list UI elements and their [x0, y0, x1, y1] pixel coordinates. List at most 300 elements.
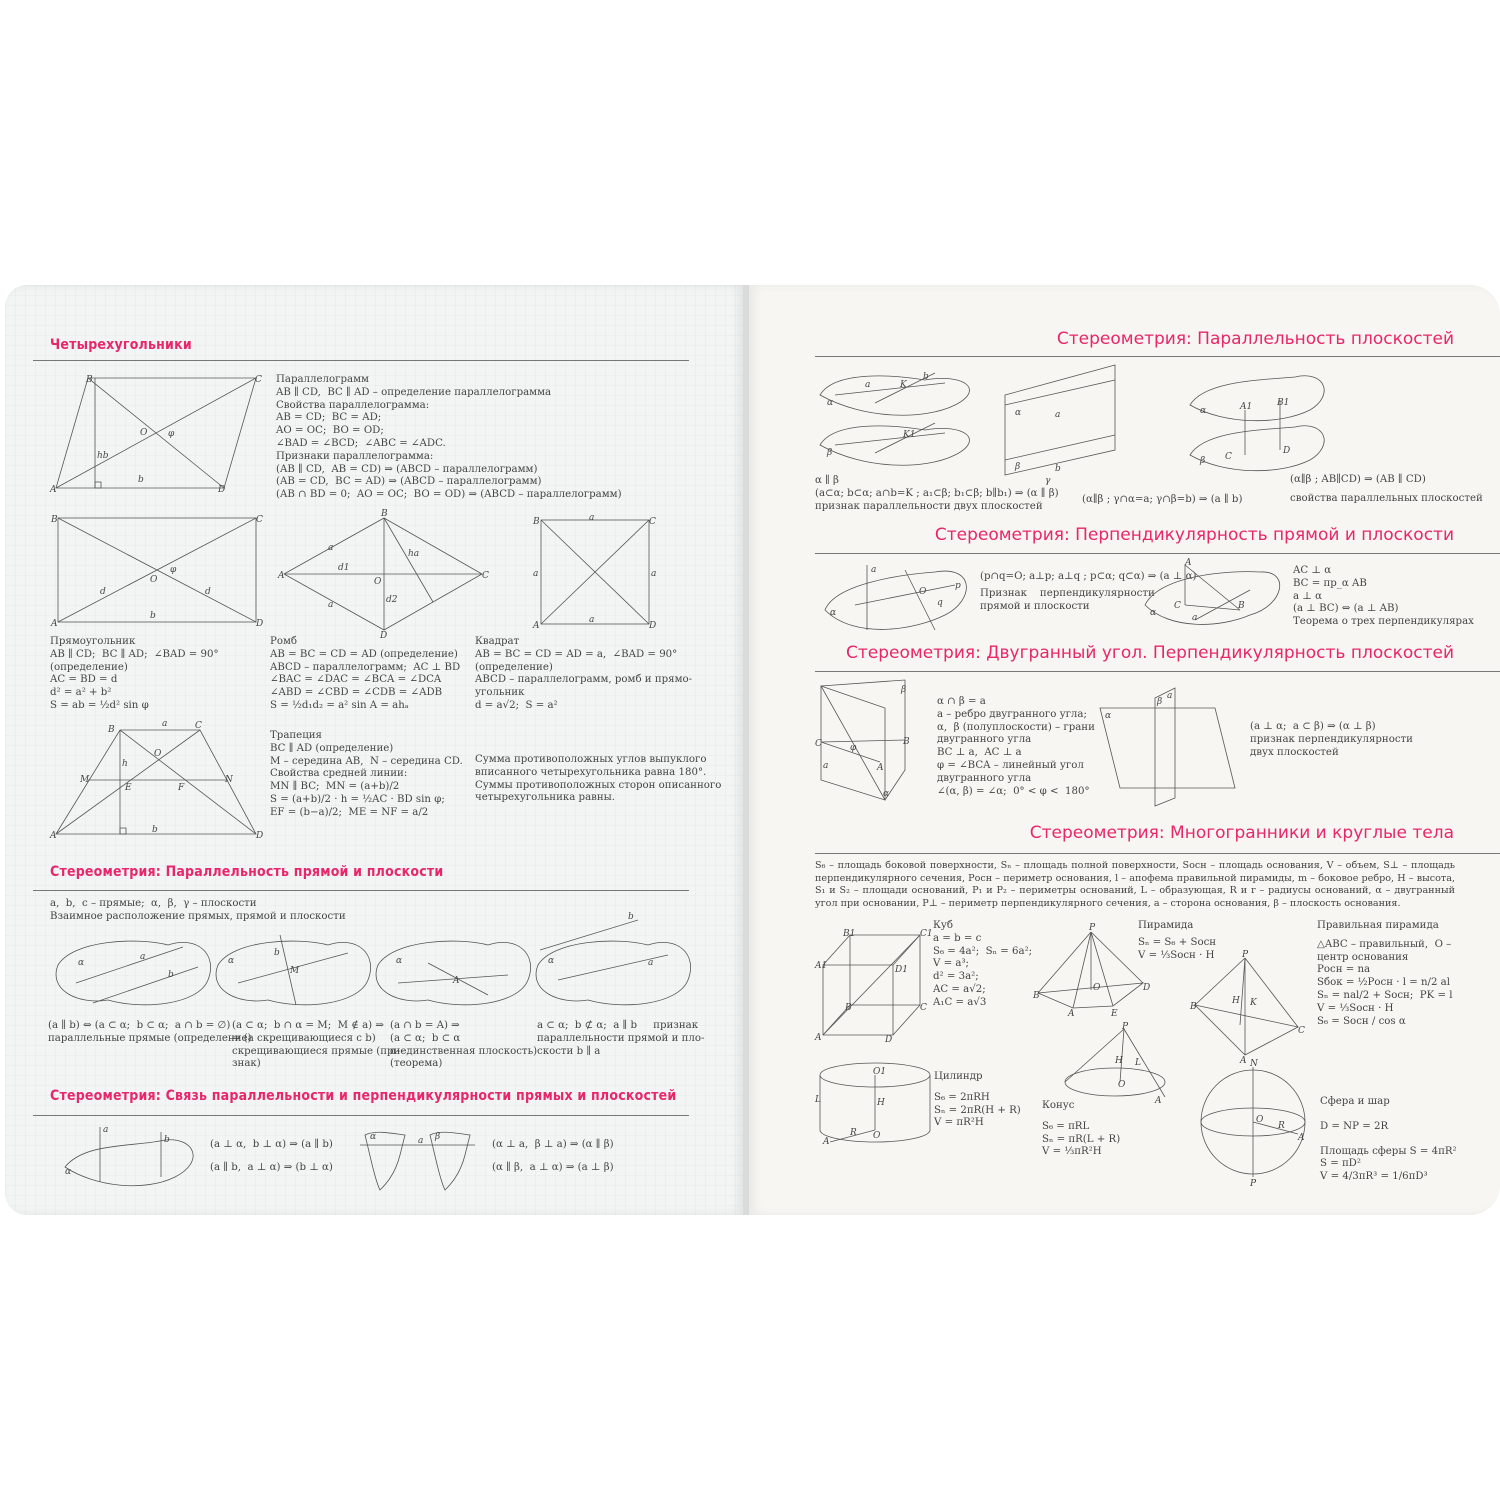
- svg-text:H: H: [1232, 996, 1240, 1006]
- svg-text:O: O: [1093, 983, 1101, 993]
- inscribed-quadrilateral-text: [475, 754, 721, 805]
- svg-text:b: b: [152, 825, 158, 835]
- svg-text:A1: A1: [815, 961, 828, 971]
- svg-text:a: a: [418, 1136, 424, 1146]
- svg-text:R: R: [850, 1128, 857, 1138]
- svg-text:d1: d1: [338, 563, 350, 573]
- text-line: параллельные прямые (определение): [48, 1032, 252, 1044]
- svg-text:d: d: [100, 587, 106, 597]
- text-line: BC = пр_α AB: [1293, 577, 1367, 589]
- text-line: знак): [232, 1058, 261, 1070]
- text-line: (определение): [50, 661, 128, 673]
- svg-text:b: b: [628, 912, 634, 922]
- sphere-text: [1320, 1096, 1457, 1184]
- text-line: ABCD – параллелограмм; AC ⊥ BD: [270, 661, 461, 673]
- svg-text:a: a: [651, 569, 657, 579]
- svg-text:B1: B1: [843, 929, 856, 939]
- text-line: φ = ∠BCA – линейный угол: [937, 759, 1084, 771]
- svg-text:P: P: [1242, 950, 1249, 960]
- cone-figure: [1060, 1022, 1170, 1107]
- svg-text:a: a: [648, 958, 654, 968]
- perpendicular-planes-figure: [1095, 688, 1235, 806]
- regular-pyramid-figure: [1190, 950, 1305, 1066]
- text-line: V = a³;: [933, 958, 969, 970]
- parallel-caption-4: [537, 1020, 704, 1058]
- svg-text:E: E: [125, 783, 132, 793]
- svg-text:O: O: [1256, 1115, 1264, 1125]
- svg-text:A: A: [1068, 1009, 1075, 1019]
- text-line: скрещивающиеся прямые (при-: [232, 1045, 404, 1057]
- svg-text:α: α: [1015, 408, 1022, 418]
- svg-text:a: a: [162, 719, 168, 729]
- svg-text:A: A: [823, 1137, 830, 1147]
- text-line: признак параллельности двух плоскостей: [815, 500, 1043, 512]
- svg-text:K: K: [1250, 998, 1257, 1008]
- svg-text:B: B: [381, 509, 388, 519]
- text-line: AB ∥ CD, BC ∥ AD – определение параллелограмма: [276, 386, 552, 398]
- text-line: EF = (b−a)/2; ME = NF = a/2: [270, 806, 429, 818]
- svg-text:C: C: [482, 571, 489, 581]
- svg-text:C: C: [1225, 452, 1232, 462]
- trapezoid-figure: [50, 719, 265, 842]
- svg-text:b: b: [274, 948, 280, 958]
- svg-text:β: β: [435, 1132, 441, 1142]
- svg-text:B: B: [903, 737, 910, 747]
- svg-text:O: O: [919, 587, 927, 597]
- text-line: параллельности прямой и пло-: [537, 1032, 705, 1044]
- svg-text:D1: D1: [895, 965, 908, 975]
- svg-text:a: a: [328, 543, 334, 553]
- text-line: ∠BAC = ∠DAC = ∠BCA = ∠DCA: [270, 674, 442, 686]
- text-line: (a ⊥ α, b ⊥ α) ⇒ (a ∥ b): [210, 1139, 333, 1150]
- svg-text:H: H: [1115, 1056, 1123, 1066]
- svg-text:α: α: [65, 1167, 72, 1177]
- polyhedra-intro: S₆ – площадь боковой поверхности, Sₙ – площадь полной поверхности, Sосн – площадь основания, V – объем, S⊥ – площадь перпендикулярного сечения, Pосн – периметр основания, l – апофема правильной пирамиды, m – боковое ребро, H – высота, S₁ и S₂ – площади оснований, P₁ и P₂ – периметры оснований, L – образующая, R и r – радиусы оснований, α – двугранный угол при основании, P⊥ – периметр перпендикулярного сечения, a – сторона основания, β – плоскость основания.: [815, 860, 1455, 909]
- svg-text:A: A: [278, 571, 285, 581]
- text-line: a ⊂ α; b ⊄ α; a ∥ b признак: [537, 1020, 699, 1031]
- text-line: BC ∥ AD (определение): [270, 742, 394, 754]
- svg-text:N: N: [1250, 1059, 1258, 1069]
- rhombus-text: [270, 636, 460, 713]
- text-line: Пирамида: [1138, 920, 1194, 931]
- text-line: Признаки параллелограмма:: [276, 450, 434, 462]
- text-line: α ∥ β: [815, 475, 839, 486]
- svg-text:α: α: [1105, 711, 1112, 721]
- svg-text:P: P: [1089, 923, 1096, 933]
- svg-text:B: B: [1033, 991, 1040, 1001]
- planes-caption-2: [1082, 494, 1242, 507]
- regular-pyramid-text: [1317, 920, 1452, 1028]
- svg-text:A: A: [1155, 1096, 1162, 1106]
- svg-text:H: H: [877, 1098, 885, 1108]
- square-figure: [533, 514, 658, 629]
- heading-rule: [815, 853, 1500, 854]
- text-line: AC = a√2;: [933, 983, 986, 995]
- text-line: S₆ = 2πRH: [934, 1091, 990, 1103]
- text-line: a ⊥ α: [1293, 590, 1323, 602]
- square-text: [475, 636, 692, 713]
- svg-text:K1: K1: [903, 430, 916, 440]
- text-line: двугранного угла: [937, 734, 1032, 746]
- text-line: AC ⊥ α: [1293, 565, 1332, 576]
- svg-text:O: O: [140, 428, 148, 438]
- heading-rule: [33, 890, 689, 891]
- text-line: (a ∩ b = A) ⇒: [390, 1020, 460, 1031]
- text-line: (AB ∥ CD, AB = CD) ⇒ (ABCD – параллелограмм): [276, 463, 538, 475]
- svg-text:α: α: [78, 958, 85, 968]
- polyhedra-heading: Стереометрия: Многогранники и круглые тела: [1029, 823, 1454, 843]
- text-line: d = a√2; S = a²: [475, 699, 558, 711]
- text-line: Взаимное расположение прямых, прямой и плоскости: [50, 910, 346, 922]
- parallel-caption-2: [232, 1020, 404, 1071]
- text-line: двух плоскостей: [1250, 746, 1339, 758]
- text-line: Ромб: [270, 636, 298, 647]
- text-line: S₆ = Sосн / cos α: [1317, 1015, 1406, 1027]
- svg-text:b: b: [1055, 464, 1061, 474]
- svg-text:a: a: [328, 600, 334, 610]
- svg-text:M: M: [290, 966, 300, 976]
- text-line: (a ⊥ BC) ⇔ (a ⊥ AB): [1293, 603, 1399, 615]
- text-line: (a⊂α; b⊂α; a∩b=K ; a₁⊂β; b₁⊂β; b∥b₁) ⇒ (α ∥ β): [815, 487, 1059, 499]
- svg-text:O1: O1: [873, 1067, 887, 1077]
- text-line: Признак перпендикулярности: [980, 587, 1155, 599]
- svg-text:p: p: [955, 581, 961, 591]
- link-formulas-2: [492, 1139, 614, 1175]
- text-line: AB = BC = CD = AD = a, ∠BAD = 90°: [475, 648, 678, 660]
- text-line: S = (a+b)/2 · h = ½AC · BD sin φ;: [270, 793, 445, 805]
- svg-text:a: a: [140, 952, 146, 962]
- svg-text:a: a: [533, 569, 539, 579]
- svg-text:C: C: [256, 515, 263, 525]
- svg-text:φ: φ: [850, 743, 857, 753]
- svg-text:b: b: [150, 611, 156, 621]
- trapezoid-text: [270, 730, 463, 820]
- svg-text:D: D: [1283, 446, 1291, 456]
- svg-text:α: α: [830, 608, 837, 618]
- text-line: Конус: [1042, 1100, 1075, 1111]
- svg-text:α: α: [228, 956, 235, 966]
- svg-text:a: a: [865, 380, 871, 390]
- text-line: Sбок = ½Pосн · l = n/2 al: [1317, 977, 1451, 989]
- text-line: ABCD – параллелограмм, ромб и прямо-: [475, 674, 693, 686]
- svg-text:h: h: [122, 759, 128, 769]
- parallel-caption-3: [390, 1020, 537, 1071]
- svg-text:A: A: [453, 976, 460, 986]
- svg-text:R: R: [1278, 1121, 1285, 1131]
- link-formulas-1: [210, 1139, 333, 1175]
- text-line: S = ab = ½d² sin φ: [50, 699, 149, 711]
- text-line: AO = OC; BO = OD;: [276, 425, 384, 437]
- text-line: Sₙ = 2πR(H + R): [934, 1104, 1021, 1116]
- text-line: Сумма противоположных углов выпуклого: [475, 754, 707, 765]
- svg-text:D: D: [885, 1035, 893, 1045]
- perp-caption-2: [1293, 565, 1474, 629]
- cylinder-figure: [815, 1060, 935, 1150]
- text-line: (a ⊂ α; b ⊂ α: [390, 1032, 461, 1044]
- text-line: V = ⅓Sосн · H: [1138, 949, 1215, 961]
- svg-text:D: D: [218, 485, 226, 495]
- svg-text:γ: γ: [1045, 476, 1051, 486]
- text-line: (определение): [475, 661, 553, 673]
- text-line: AC = BD = d: [50, 674, 118, 686]
- svg-text:α: α: [370, 1132, 377, 1142]
- svg-text:P: P: [1250, 1179, 1257, 1189]
- svg-text:A: A: [1185, 558, 1192, 568]
- svg-text:a: a: [103, 1125, 109, 1135]
- text-line: Площадь сферы S = 4πR²: [1320, 1145, 1457, 1157]
- svg-text:β: β: [1157, 697, 1163, 707]
- svg-text:A: A: [815, 1033, 822, 1043]
- svg-text:α: α: [883, 789, 890, 799]
- svg-text:C: C: [1298, 1026, 1305, 1036]
- svg-text:β: β: [1015, 462, 1021, 472]
- text-line: Sₙ = πR(L + R): [1042, 1133, 1121, 1145]
- text-line: d² = a² + b²: [50, 687, 112, 699]
- svg-text:a: a: [871, 565, 877, 575]
- text-line: (α ∥ β, a ⊥ α) ⇒ (a ⊥ β): [492, 1161, 614, 1173]
- text-line: (a ⊥ α; a ⊂ β) ⇒ (α ⊥ β): [1250, 721, 1376, 732]
- text-line: AB = CD; BC = AD;: [276, 412, 382, 424]
- svg-text:A: A: [1240, 1056, 1247, 1066]
- notebook-spine: [743, 285, 749, 1215]
- svg-text:B1: B1: [1277, 398, 1290, 408]
- dihedral-angle-heading: Стереометрия: Двугранный угол. Перпендикулярность плоскостей: [845, 643, 1454, 663]
- svg-text:A: A: [877, 763, 884, 773]
- text-line: вписанного четырехугольника равна 180°.: [475, 766, 707, 778]
- dihedral-caption-2: [1250, 721, 1413, 759]
- text-line: (AB ∩ BD = 0; AO = OC; BO = OD) ⇒ (ABCD – параллелограмм): [276, 489, 622, 501]
- rhombus-figure: [278, 509, 493, 641]
- svg-text:C: C: [815, 739, 822, 749]
- text-line: (α∥β ; AB∥CD) ⇒ (AB ∥ CD): [1290, 474, 1426, 485]
- svg-text:C1: C1: [920, 929, 933, 939]
- parallel-intro: [50, 898, 346, 924]
- planes-caption-3: [1290, 474, 1483, 506]
- svg-text:φ: φ: [168, 429, 175, 439]
- dihedral-angle-figure: [815, 680, 915, 805]
- svg-text:D: D: [1143, 983, 1151, 993]
- text-line: ∠(α, β) = ∠α; 0° < φ < 180°: [937, 785, 1090, 797]
- svg-text:α: α: [827, 398, 834, 408]
- text-line: Параллелограмм: [276, 374, 369, 385]
- svg-text:B: B: [86, 375, 93, 385]
- svg-text:a: a: [589, 513, 595, 523]
- svg-text:K: K: [900, 380, 907, 390]
- text-line: Sₙ = S₆ + Sосн: [1138, 936, 1217, 948]
- parallel-line-plane-heading: Стереометрия: Параллельность прямой и плоскости: [50, 864, 444, 880]
- text-line: скости b ∥ a: [537, 1045, 601, 1057]
- three-perpendiculars-figure: [1140, 560, 1285, 635]
- svg-text:β: β: [827, 448, 833, 458]
- svg-text:C: C: [255, 375, 262, 385]
- svg-text:B: B: [1190, 1002, 1197, 1012]
- svg-text:ha: ha: [408, 549, 420, 559]
- text-line: V = πR²H: [934, 1117, 984, 1129]
- text-line: Квадрат: [475, 636, 520, 647]
- text-line: Свойства параллелограмма:: [276, 399, 430, 411]
- svg-text:C: C: [195, 721, 202, 731]
- text-line: ∠BAD = ∠BCD; ∠ABC = ∠ADC.: [276, 437, 446, 449]
- text-line: (a ⊂ α; b ∩ α = M; M ∉ a) ⇒: [232, 1020, 384, 1031]
- svg-text:N: N: [225, 775, 233, 785]
- svg-text:B: B: [845, 1003, 852, 1013]
- svg-text:C: C: [920, 1003, 927, 1013]
- svg-text:A: A: [50, 831, 57, 841]
- text-line: признак перпендикулярности: [1250, 733, 1413, 745]
- text-line: (α ⊥ a, β ⊥ a) ⇒ (α ∥ β): [492, 1139, 614, 1150]
- svg-text:a: a: [1055, 410, 1061, 420]
- svg-text:P: P: [1122, 1022, 1129, 1032]
- text-line: V = 4/3πR³ = 1/6πD³: [1320, 1171, 1428, 1183]
- text-line: угольник: [475, 687, 525, 699]
- text-line: Pосн = na: [1317, 964, 1371, 976]
- perpendicular-line-plane-heading: Стереометрия: Перпендикулярность прямой и плоскости: [934, 525, 1454, 545]
- svg-text:A: A: [1298, 1133, 1305, 1143]
- svg-text:a: a: [1167, 691, 1173, 701]
- text-line: (теорема): [390, 1058, 443, 1070]
- text-line: Теорема о трех перпендикулярах: [1293, 616, 1474, 628]
- svg-text:b: b: [138, 475, 144, 485]
- svg-text:A: A: [533, 621, 540, 631]
- text-line: M – середина AB, N – середина CD.: [270, 755, 463, 767]
- text-line: ∠ABD = ∠CBD = ∠CDB = ∠ADB: [270, 687, 443, 699]
- sphere-figure: [1198, 1059, 1310, 1189]
- heading-rule: [815, 671, 1500, 672]
- svg-text:hb: hb: [97, 451, 109, 461]
- text-line: Куб: [933, 920, 954, 931]
- svg-text:M: M: [80, 775, 90, 785]
- svg-text:b: b: [168, 970, 174, 980]
- text-line: (AB = CD, BC = AD) ⇒ (ABCD – параллелограмм): [276, 476, 542, 488]
- text-line: S₆ = 4a²; Sₙ = 6a²;: [933, 945, 1033, 957]
- quadrilaterals-heading: Четырехугольники: [50, 337, 192, 353]
- svg-text:B: B: [108, 725, 115, 735]
- parallelogram-text: [276, 374, 622, 502]
- svg-text:β: β: [1200, 456, 1206, 466]
- heading-rule: [33, 1115, 689, 1116]
- text-line: ⇒ (a скрещивающиеся с b): [232, 1032, 376, 1044]
- text-line: прямой и плоскости: [980, 600, 1090, 612]
- svg-text:β: β: [901, 685, 907, 695]
- cone-text: [1042, 1100, 1120, 1159]
- text-line: Правильная пирамида: [1317, 920, 1439, 931]
- svg-text:O: O: [154, 749, 162, 759]
- text-line: AB = BC = CD = AD (определение): [270, 648, 458, 660]
- parallel-perpendicular-link-heading: Стереометрия: Связь параллельности и перпендикулярности прямых и плоскостей: [50, 1088, 677, 1104]
- svg-text:B: B: [1238, 601, 1245, 611]
- heading-rule: [815, 356, 1500, 357]
- text-line: двугранного угла: [937, 772, 1032, 784]
- parallel-planes-heading: Стереометрия: Параллельность плоскостей: [1056, 329, 1454, 349]
- svg-text:B: B: [533, 517, 540, 527]
- svg-text:D: D: [380, 631, 388, 641]
- text-line: α ∩ β = a: [937, 696, 986, 707]
- text-line: Прямоугольник: [50, 636, 136, 647]
- text-line: a, b, c – прямые; α, β, γ – плоскости: [50, 898, 257, 909]
- svg-text:φ: φ: [170, 565, 177, 575]
- parallelogram-figure: [50, 372, 270, 495]
- text-line: Сфера и шар: [1320, 1096, 1390, 1107]
- svg-text:E: E: [1111, 1009, 1118, 1019]
- text-line: (α∥β ; γ∩α=a; γ∩β=b) ⇒ (a ∥ b): [1082, 494, 1243, 505]
- text-line: (a ∥ b) ⇔ (a ⊂ α; b ⊂ α; a ∩ b = ∅): [48, 1020, 231, 1031]
- svg-text:q: q: [937, 598, 943, 608]
- text-line: α-единственная плоскость): [390, 1045, 538, 1057]
- svg-text:α: α: [396, 956, 403, 966]
- svg-text:A1: A1: [1240, 402, 1253, 412]
- svg-text:O: O: [1118, 1080, 1126, 1090]
- text-line: α, β (полуплоскости) – грани: [937, 721, 1095, 733]
- rectangle-figure: [50, 512, 265, 627]
- heading-rule: [815, 553, 1500, 554]
- svg-text:A: A: [51, 619, 58, 629]
- text-line: S₆ = πRL: [1042, 1120, 1090, 1132]
- text-line: четырехугольника равны.: [475, 792, 616, 804]
- svg-text:b: b: [164, 1135, 170, 1145]
- text-line: AB ∥ CD; BC ∥ AD; ∠BAD = 90°: [50, 648, 219, 660]
- text-line: (p∩q=O; a⊥p; a⊥q ; p⊂α; q⊂α) ⇒ (a ⊥ α): [980, 571, 1197, 582]
- text-line: a = b = c: [933, 932, 982, 944]
- text-line: центр основания: [1317, 951, 1409, 963]
- planes-caption-1: [815, 475, 1059, 513]
- dihedral-text: [937, 696, 1095, 798]
- text-line: (a ∥ b, a ⊥ α) ⇒ (b ⊥ α): [210, 1161, 333, 1173]
- svg-text:a: a: [823, 761, 829, 771]
- svg-text:O: O: [873, 1131, 881, 1141]
- svg-text:b: b: [923, 372, 929, 382]
- svg-text:O: O: [150, 575, 158, 585]
- text-line: BC ⊥ a, AC ⊥ a: [937, 747, 1022, 759]
- svg-text:D: D: [256, 619, 264, 629]
- perpendicular-lines-figure: [55, 1122, 205, 1192]
- svg-text:d2: d2: [386, 595, 398, 605]
- text-line: d² = 3a²;: [933, 971, 979, 983]
- svg-text:α: α: [1200, 406, 1207, 416]
- svg-text:α: α: [548, 956, 555, 966]
- text-line: a – ребро двугранного угла;: [937, 708, 1087, 720]
- text-line: D = NP = 2R: [1320, 1120, 1389, 1132]
- text-line: Sₙ = nal/2 + Sосн; PK = l: [1317, 989, 1453, 1001]
- svg-text:A: A: [50, 485, 57, 495]
- svg-text:L: L: [1135, 1058, 1141, 1068]
- pyramid-figure: [1033, 923, 1153, 1019]
- svg-text:a: a: [589, 615, 595, 625]
- svg-text:α: α: [1150, 608, 1157, 618]
- svg-text:a: a: [1192, 613, 1198, 623]
- cube-figure: [815, 929, 933, 1045]
- svg-text:C: C: [1174, 601, 1181, 611]
- parallel-caption-1: [48, 1020, 252, 1046]
- svg-text:C: C: [649, 517, 656, 527]
- text-line: V = ⅓Sосн · H: [1317, 1002, 1394, 1014]
- text-line: V = ⅓πR²H: [1042, 1146, 1102, 1158]
- heading-rule: [33, 360, 689, 361]
- svg-text:L: L: [815, 1095, 821, 1105]
- parallel-planes-figure: [360, 1125, 480, 1195]
- svg-text:O: O: [374, 577, 382, 587]
- text-line: свойства параллельных плоскостей: [1290, 492, 1483, 504]
- svg-text:D: D: [649, 621, 657, 631]
- cube-text: [933, 920, 1032, 1010]
- text-line: MN ∥ BC; MN = (a+b)/2: [270, 781, 400, 793]
- svg-text:F: F: [178, 783, 185, 793]
- text-line: S = πD²: [1320, 1158, 1361, 1170]
- text-line: Цилиндр: [934, 1071, 983, 1082]
- text-line: S = ½d₁d₂ = a² sin A = ahₐ: [270, 699, 409, 711]
- text-line: A₁C = a√3: [933, 996, 987, 1008]
- perpendicular-line-plane-figure: [815, 560, 975, 640]
- text-line: Суммы противоположных сторон описанного: [475, 779, 722, 791]
